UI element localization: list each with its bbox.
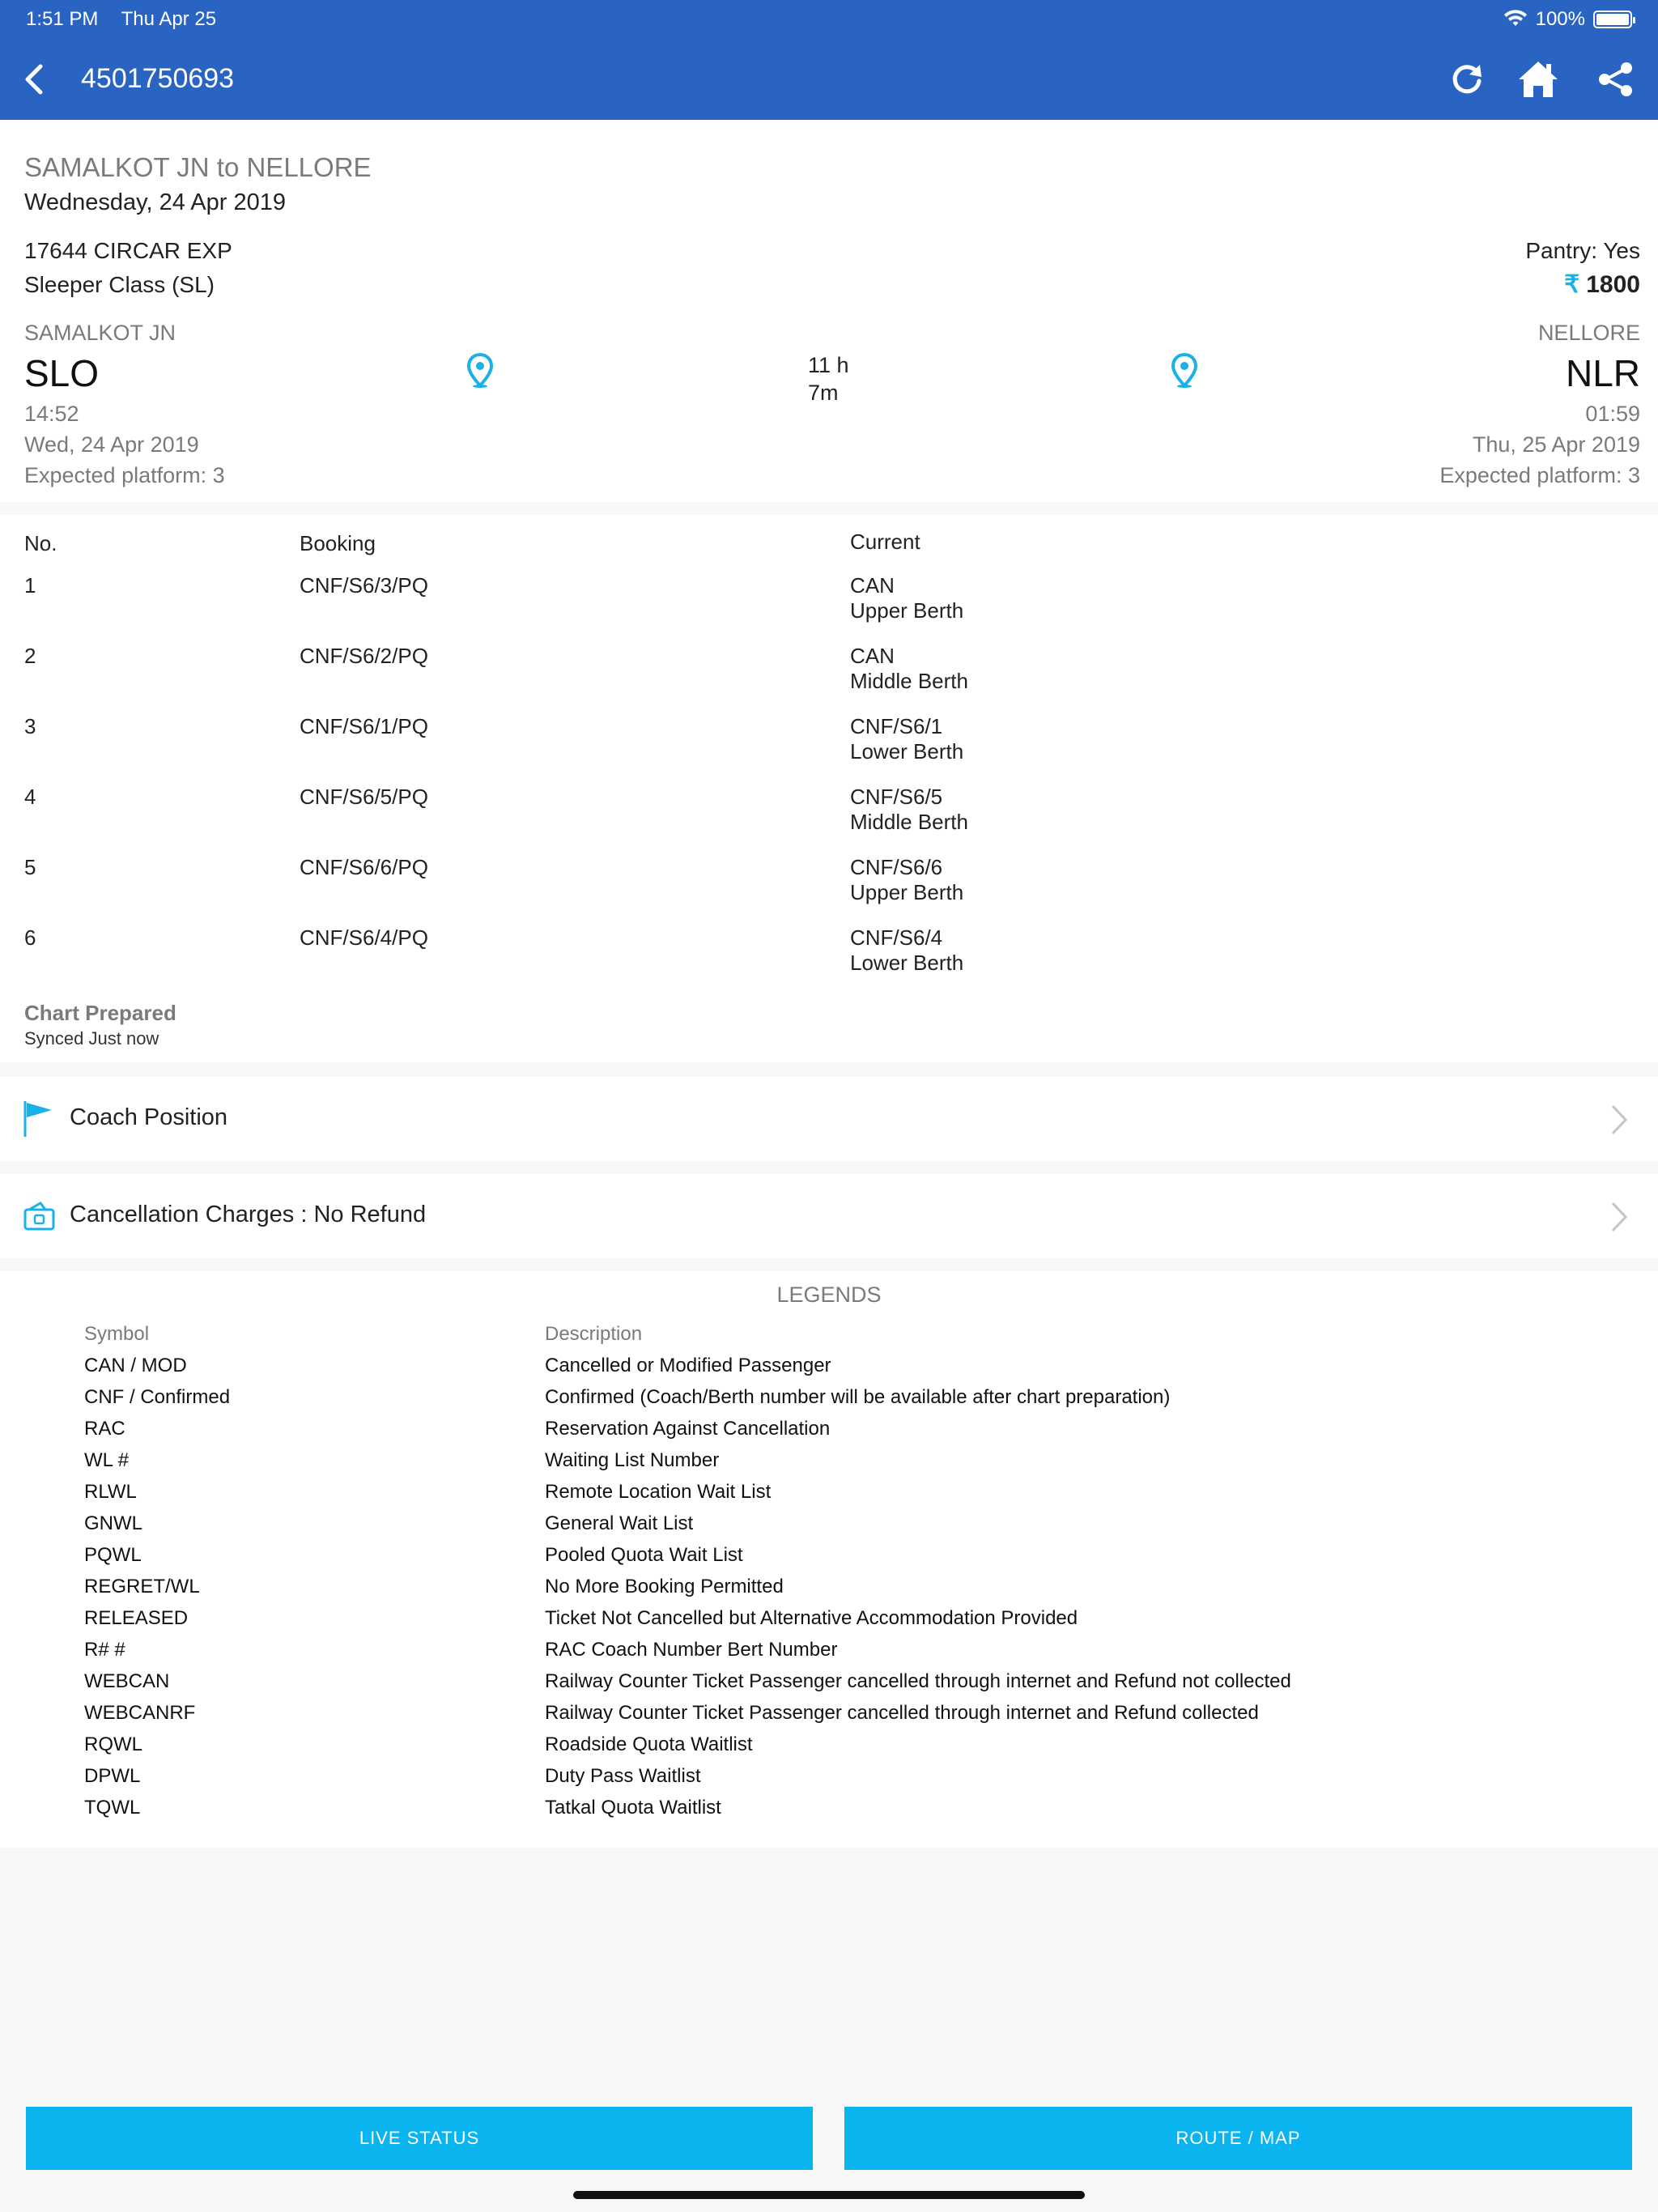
journey-card xyxy=(0,120,1658,502)
origin-platform: Expected platform: 3 xyxy=(24,463,225,487)
wifi-icon xyxy=(1503,10,1528,29)
booking-status: CNF/S6/1/PQ xyxy=(300,714,428,738)
location-pin-icon[interactable] xyxy=(466,353,494,389)
home-indicator[interactable] xyxy=(573,2191,1085,2199)
duration-minutes: 7m xyxy=(808,381,839,405)
location-pin-icon[interactable] xyxy=(1171,353,1198,389)
journey-date: Wednesday, 24 Apr 2019 xyxy=(24,189,286,215)
arrival-date: Thu, 25 Apr 2019 xyxy=(1472,432,1640,457)
passenger-status-card xyxy=(0,515,1658,1062)
flag-icon xyxy=(23,1100,55,1138)
description-header: Description xyxy=(545,1323,643,1345)
train-name: 17644 CIRCAR EXP xyxy=(24,238,232,263)
current-status: CNF/S6/1 Lower Berth xyxy=(850,714,964,764)
home-icon[interactable] xyxy=(1516,57,1561,102)
chevron-right-icon xyxy=(1608,1200,1630,1234)
refresh-icon[interactable] xyxy=(1444,57,1490,102)
booking-status: CNF/S6/5/PQ xyxy=(300,785,428,809)
cancellation-charges-row[interactable] xyxy=(0,1174,1658,1258)
destination-station-code: NLR xyxy=(1565,352,1640,394)
rupee-icon: ₹ xyxy=(1564,271,1580,298)
route-map-button[interactable]: ROUTE / MAP xyxy=(844,2107,1632,2170)
booking-status: CNF/S6/4/PQ xyxy=(300,925,428,950)
fare-amount xyxy=(1564,270,1640,299)
passenger-no: 5 xyxy=(24,855,36,879)
status-time: 1:51 PM xyxy=(26,8,99,30)
passenger-no: 4 xyxy=(24,785,36,809)
passenger-no: 1 xyxy=(24,573,36,598)
legends-section: LEGENDS Symbol Description CAN / MOD Cancelled or Modified Passenger CNF / Confirmed Confirmed (Coach/Berth number will be available after chart preparation) RAC Reservation Against Cancellation WL # Waiting List Number RLWL Remote Location Wait List GNWL General Wait List PQWL Pooled Quota Wait List REGRET/WL No More Booking Permitted RELEASED Ticket Not Cancelled but Alternative Accommodation Provided R# # RAC Coach Number Bert Number WEBCAN Railway Counter Ticket Passenger cancelled through internet and Refund not collected WEBCANRF Railway Counter Ticket Passenger cancelled through internet and Refund collected RQWL Roadside Quota Waitlist DPWL Duty Pass Waitlist TQWL Tatkal Quota Waitlist xyxy=(0,1271,1658,1848)
battery-icon xyxy=(1593,11,1632,28)
header-booking: Booking xyxy=(300,531,376,555)
status-bar xyxy=(0,0,1658,39)
live-status-button[interactable]: LIVE STATUS xyxy=(26,2107,813,2170)
chart-status: Chart Prepared xyxy=(24,1001,176,1025)
nav-bar xyxy=(0,39,1658,120)
sync-status: Synced Just now xyxy=(24,1028,159,1049)
header-current: Current xyxy=(850,530,920,554)
cancellation-charges-label: Cancellation Charges : No Refund xyxy=(70,1202,427,1227)
origin-station-code: SLO xyxy=(24,352,100,394)
origin-station-name: SAMALKOT JN xyxy=(24,321,176,345)
share-icon[interactable] xyxy=(1593,57,1639,102)
status-date: Thu Apr 25 xyxy=(121,8,217,30)
destination-station-name: NELLORE xyxy=(1537,321,1640,345)
passenger-no: 2 xyxy=(24,644,36,668)
passenger-no: 3 xyxy=(24,714,36,738)
arrival-time: 01:59 xyxy=(1585,402,1640,426)
symbol-header: Symbol xyxy=(84,1323,150,1345)
booking-status: CNF/S6/3/PQ xyxy=(300,573,428,598)
pantry-info: Pantry: Yes xyxy=(1525,238,1640,263)
current-status: CAN Upper Berth xyxy=(850,573,964,623)
booking-pnr-title: 4501750693 xyxy=(81,63,235,94)
wallet-icon xyxy=(23,1197,57,1236)
departure-date: Wed, 24 Apr 2019 xyxy=(24,432,199,457)
passenger-no: 6 xyxy=(24,925,36,950)
coach-position-row[interactable] xyxy=(0,1077,1658,1161)
duration-hours: 11 h xyxy=(808,353,849,377)
travel-class: Sleeper Class (SL) xyxy=(24,272,215,297)
current-status: CNF/S6/4 Lower Berth xyxy=(850,925,964,975)
back-icon[interactable] xyxy=(13,57,58,102)
battery-percent: 100% xyxy=(1535,8,1585,30)
destination-platform: Expected platform: 3 xyxy=(1439,463,1640,487)
route-title: SAMALKOT JN to NELLORE xyxy=(24,152,372,182)
chevron-right-icon xyxy=(1608,1103,1630,1137)
coach-position-label: Coach Position xyxy=(70,1104,228,1130)
current-status: CNF/S6/5 Middle Berth xyxy=(850,785,968,834)
current-status: CAN Middle Berth xyxy=(850,644,968,693)
departure-time: 14:52 xyxy=(24,402,79,426)
journey-duration xyxy=(808,351,849,406)
booking-status: CNF/S6/6/PQ xyxy=(300,855,428,879)
booking-status: CNF/S6/2/PQ xyxy=(300,644,428,668)
current-status: CNF/S6/6 Upper Berth xyxy=(850,855,964,904)
fare-value: 1800 xyxy=(1586,271,1640,298)
legends-title: LEGENDS xyxy=(776,1283,882,1307)
header-no: No. xyxy=(24,531,57,555)
